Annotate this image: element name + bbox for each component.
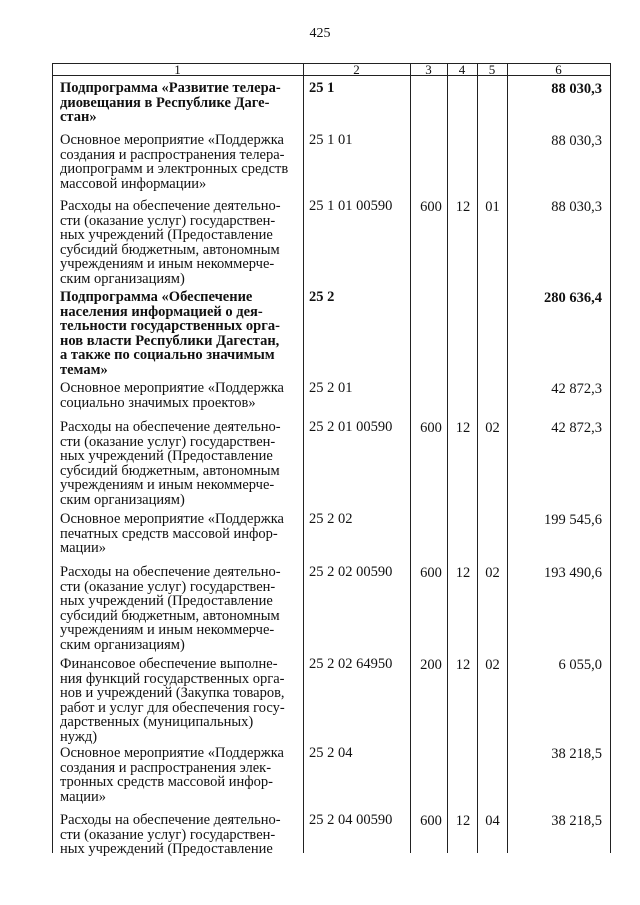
row-amount: 38 218,5: [551, 746, 602, 762]
row-section: 12: [455, 565, 471, 581]
row-section: 12: [455, 420, 471, 436]
row-expense-type: 600: [420, 565, 442, 581]
row-subsection: 01: [485, 199, 500, 215]
row-expense-type: 600: [420, 813, 442, 829]
header-col-1: 1: [174, 62, 181, 77]
row-expense-type: 200: [420, 657, 442, 673]
column-divider: [477, 63, 478, 853]
header-col-4: 4: [458, 62, 466, 77]
row-description: Подпрограмма «Обеспечение населения информацией о дея- тельности государственных орга- нов власти Республики Дагестан, а также по социально значимым темам»: [60, 289, 280, 378]
column-divider: [507, 63, 508, 853]
row-description: Подпрограмма «Развитие телера- диовещания в Республике Даге- стан»: [60, 80, 281, 126]
row-code: 25 2 04 00590: [309, 812, 393, 828]
row-description: Основное мероприятие «Поддержка создания и распространения телера- диопрограмм и электронных средств массовой информации»: [60, 132, 289, 192]
row-amount: 38 218,5: [551, 813, 602, 829]
row-section: 12: [455, 813, 471, 829]
row-subsection: 02: [485, 657, 500, 673]
row-subsection: 04: [485, 813, 500, 829]
row-section: 12: [455, 199, 471, 215]
row-description: Финансовое обеспечение выполне- ния функций государственных орга- нов и учреждений (Закупка товаров, работ и услуг для обеспечения госу- дарственных (муниципальных) нужд): [60, 656, 285, 745]
column-divider: [52, 63, 53, 853]
row-amount: 6 055,0: [558, 657, 602, 673]
row-amount: 88 030,3: [551, 199, 602, 215]
row-amount: 88 030,3: [551, 81, 602, 97]
row-description: Расходы на обеспечение деятельно- сти (оказание услуг) государствен- ных учреждений (Предоставление субсидий бюджетным, автономным учреждениям и иным некоммерче- ским организациям): [60, 419, 281, 508]
header-col-5: 5: [488, 62, 496, 77]
row-description: Расходы на обеспечение деятельно- сти (оказание услуг) государствен- ных учреждений (Предоставление субсидий бюджетным, автономным учреждениям и иным некоммерче- ским организациям): [60, 564, 281, 653]
header-col-2: 2: [353, 62, 360, 77]
row-code: 25 2 01: [309, 380, 353, 396]
row-section: 12: [455, 657, 471, 673]
row-description: Основное мероприятие «Поддержка социально значимых проектов»: [60, 380, 284, 411]
row-code: 25 2 01 00590: [309, 419, 393, 435]
column-divider: [610, 63, 611, 853]
row-code: 25 2 02 00590: [309, 564, 393, 580]
column-divider: [410, 63, 411, 853]
page-number: 425: [309, 26, 331, 41]
row-code: 25 2: [309, 289, 335, 305]
row-code: 25 1 01: [309, 132, 353, 148]
row-description: Основное мероприятие «Поддержка создания и распространения элек- тронных средств массовой инфор- мации»: [60, 745, 284, 805]
row-code: 25 1 01 00590: [309, 198, 393, 214]
row-description: Основное мероприятие «Поддержка печатных средств массовой инфор- мации»: [60, 511, 284, 557]
row-expense-type: 600: [420, 199, 442, 215]
row-code: 25 2 02: [309, 511, 353, 527]
row-amount: 88 030,3: [551, 133, 602, 149]
row-amount: 193 490,6: [544, 565, 602, 581]
header-col-6: 6: [555, 62, 562, 77]
row-amount: 199 545,6: [544, 512, 602, 528]
column-divider: [303, 63, 304, 853]
row-description: Расходы на обеспечение деятельно- сти (оказание услуг) государствен- ных учреждений (Предоставление субсидий бюджетным, автономным учреждениям и иным некоммерче- ским организациям): [60, 198, 281, 287]
row-description: Расходы на обеспечение деятельно- сти (оказание услуг) государствен- ных учреждений (Предоставление: [60, 812, 281, 858]
row-code: 25 2 02 64950: [309, 656, 393, 672]
row-code: 25 2 04: [309, 745, 353, 761]
header-col-3: 3: [425, 62, 432, 77]
row-amount: 42 872,3: [551, 381, 602, 397]
row-subsection: 02: [485, 420, 500, 436]
column-divider: [447, 63, 448, 853]
row-expense-type: 600: [420, 420, 442, 436]
row-amount: 280 636,4: [544, 290, 602, 306]
row-subsection: 02: [485, 565, 500, 581]
row-code: 25 1: [309, 80, 335, 96]
row-amount: 42 872,3: [551, 420, 602, 436]
